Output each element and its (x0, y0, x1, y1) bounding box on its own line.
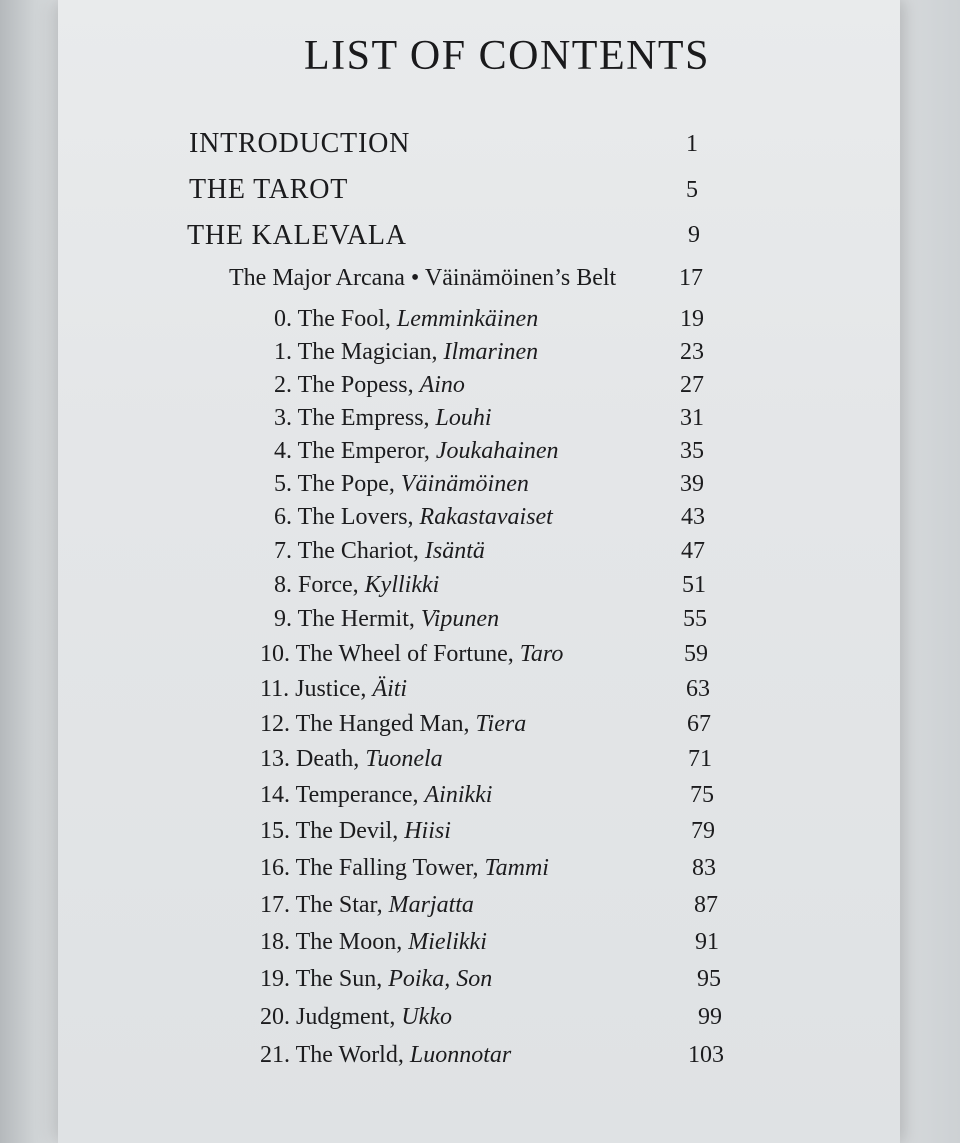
card-page-number: 71 (688, 746, 712, 772)
toc-card-entry[interactable] (260, 676, 407, 703)
card-page-number: 35 (680, 438, 704, 464)
card-finnish-name: Vipunen (420, 606, 500, 632)
card-finnish-name: Hiisi (404, 818, 451, 844)
card-page-number: 47 (681, 538, 705, 564)
card-finnish-name: Äiti (372, 676, 408, 702)
toc-entry-introduction[interactable]: INTRODUCTION (189, 128, 411, 159)
card-page-number: 19 (680, 306, 704, 332)
card-name: The Hanged Man, (295, 711, 476, 737)
card-number: 6. (274, 504, 298, 530)
card-number: 21. (260, 1042, 296, 1068)
toc-card-entry[interactable] (274, 306, 538, 333)
card-finnish-name: Tuonela (365, 746, 443, 772)
card-name: The Empress, (297, 405, 436, 431)
card-page-number: 59 (684, 641, 708, 667)
card-page-number: 87 (694, 892, 718, 918)
page-title: LIST OF CONTENTS (304, 33, 710, 79)
card-number: 1. (274, 339, 298, 365)
card-name: The Falling Tower, (295, 855, 485, 881)
card-finnish-name: Lemminkäinen (396, 306, 539, 332)
page-edge-left (0, 0, 58, 1143)
toc-card-entry[interactable] (260, 1004, 452, 1031)
toc-card-entry[interactable] (260, 746, 443, 773)
card-name: The Pope, (297, 471, 401, 497)
card-finnish-name: Taro (519, 641, 564, 667)
card-page-number: 83 (692, 855, 716, 881)
card-page-number: 103 (688, 1042, 724, 1068)
card-page-number: 91 (695, 929, 719, 955)
toc-card-entry[interactable] (274, 606, 499, 633)
card-page-number: 31 (680, 405, 704, 431)
card-number: 2. (274, 372, 298, 398)
card-page-number: 67 (687, 711, 711, 737)
card-finnish-name: Louhi (435, 405, 492, 431)
toc-card-entry[interactable] (274, 339, 538, 366)
card-finnish-name: Luonnotar (409, 1042, 512, 1068)
card-name: Justice, (295, 676, 373, 702)
toc-page-major-arcana: 17 (679, 265, 703, 291)
card-page-number: 51 (682, 572, 706, 598)
card-name: The Hermit, (297, 606, 421, 632)
card-name: Death, (296, 746, 366, 772)
card-name: Force, (298, 572, 365, 598)
card-name: The Popess, (297, 372, 420, 398)
card-name: The Lovers, (297, 504, 420, 530)
card-page-number: 23 (680, 339, 704, 365)
card-number: 9. (274, 606, 298, 632)
card-finnish-name: Marjatta (388, 892, 474, 918)
card-page-number: 63 (686, 676, 710, 702)
card-name: The Emperor, (297, 438, 436, 464)
toc-card-entry[interactable] (274, 438, 559, 465)
toc-card-entry[interactable] (260, 782, 492, 809)
card-name: The Chariot, (297, 538, 425, 564)
card-number: 16. (260, 855, 296, 881)
card-name: The Sun, (295, 966, 389, 992)
card-finnish-name: Aino (419, 372, 465, 398)
card-finnish-name: Poika, Son (388, 966, 493, 992)
card-number: 19. (260, 966, 296, 992)
toc-card-entry[interactable] (274, 372, 465, 399)
card-number: 20. (260, 1004, 296, 1030)
toc-card-entry[interactable] (260, 711, 526, 738)
card-finnish-name: Mielikki (408, 929, 487, 955)
toc-section-major-arcana[interactable]: The Major Arcana • Väinämöinen’s Belt (229, 265, 617, 291)
toc-card-entry[interactable] (260, 966, 492, 993)
card-name: Temperance, (295, 782, 425, 808)
toc-card-entry[interactable] (274, 471, 529, 498)
toc-page-kalevala: 9 (688, 222, 700, 248)
card-page-number: 55 (683, 606, 707, 632)
card-finnish-name: Ainikki (424, 782, 493, 808)
toc-card-entry[interactable] (260, 641, 563, 668)
card-name: Judgment, (296, 1004, 402, 1030)
card-finnish-name: Kyllikki (364, 572, 440, 598)
card-name: The Wheel of Fortune, (295, 641, 520, 667)
toc-card-entry[interactable] (260, 818, 451, 845)
card-finnish-name: Väinämöinen (400, 471, 529, 497)
toc-card-entry[interactable] (260, 929, 487, 956)
card-finnish-name: Rakastavaiset (419, 504, 553, 530)
card-number: 17. (260, 892, 296, 918)
card-name: The Moon, (295, 929, 409, 955)
card-number: 8. (274, 572, 298, 598)
card-page-number: 39 (680, 471, 704, 497)
toc-card-entry[interactable] (274, 405, 492, 432)
card-number: 11. (260, 676, 296, 702)
card-finnish-name: Ukko (401, 1004, 452, 1030)
toc-card-entry[interactable] (260, 855, 549, 882)
card-finnish-name: Ilmarinen (443, 339, 539, 365)
card-finnish-name: Tiera (475, 711, 527, 737)
card-name: The Fool, (297, 306, 397, 332)
card-page-number: 43 (681, 504, 705, 530)
toc-card-entry[interactable] (274, 504, 553, 531)
card-number: 18. (260, 929, 296, 955)
card-number: 14. (260, 782, 296, 808)
card-number: 15. (260, 818, 296, 844)
toc-entry-kalevala[interactable]: THE KALEVALA (187, 220, 407, 251)
card-page-number: 79 (691, 818, 715, 844)
card-page-number: 75 (690, 782, 714, 808)
card-number: 12. (260, 711, 296, 737)
card-finnish-name: Isäntä (424, 538, 485, 564)
toc-card-entry[interactable] (274, 538, 485, 565)
toc-card-entry[interactable] (260, 892, 474, 919)
card-page-number: 95 (697, 966, 721, 992)
card-page-number: 99 (698, 1004, 722, 1030)
toc-card-entry[interactable] (260, 1042, 511, 1069)
page-edge-right (900, 0, 960, 1143)
card-number: 5. (274, 471, 298, 497)
toc-page-tarot: 5 (686, 177, 698, 203)
card-number: 3. (274, 405, 298, 431)
card-number: 7. (274, 538, 298, 564)
card-number: 0. (274, 306, 298, 332)
card-name: The Devil, (295, 818, 405, 844)
card-finnish-name: Joukahainen (435, 438, 559, 464)
book-page (58, 0, 900, 1143)
card-name: The Star, (295, 892, 389, 918)
toc-card-entry[interactable] (274, 572, 439, 599)
card-number: 4. (274, 438, 298, 464)
card-number: 13. (260, 746, 296, 772)
toc-page-introduction: 1 (686, 131, 698, 157)
toc-entry-tarot[interactable]: THE TAROT (189, 174, 349, 205)
card-name: The World, (295, 1042, 410, 1068)
card-finnish-name: Tammi (484, 855, 549, 881)
card-number: 10. (260, 641, 296, 667)
card-name: The Magician, (297, 339, 444, 365)
card-page-number: 27 (680, 372, 704, 398)
